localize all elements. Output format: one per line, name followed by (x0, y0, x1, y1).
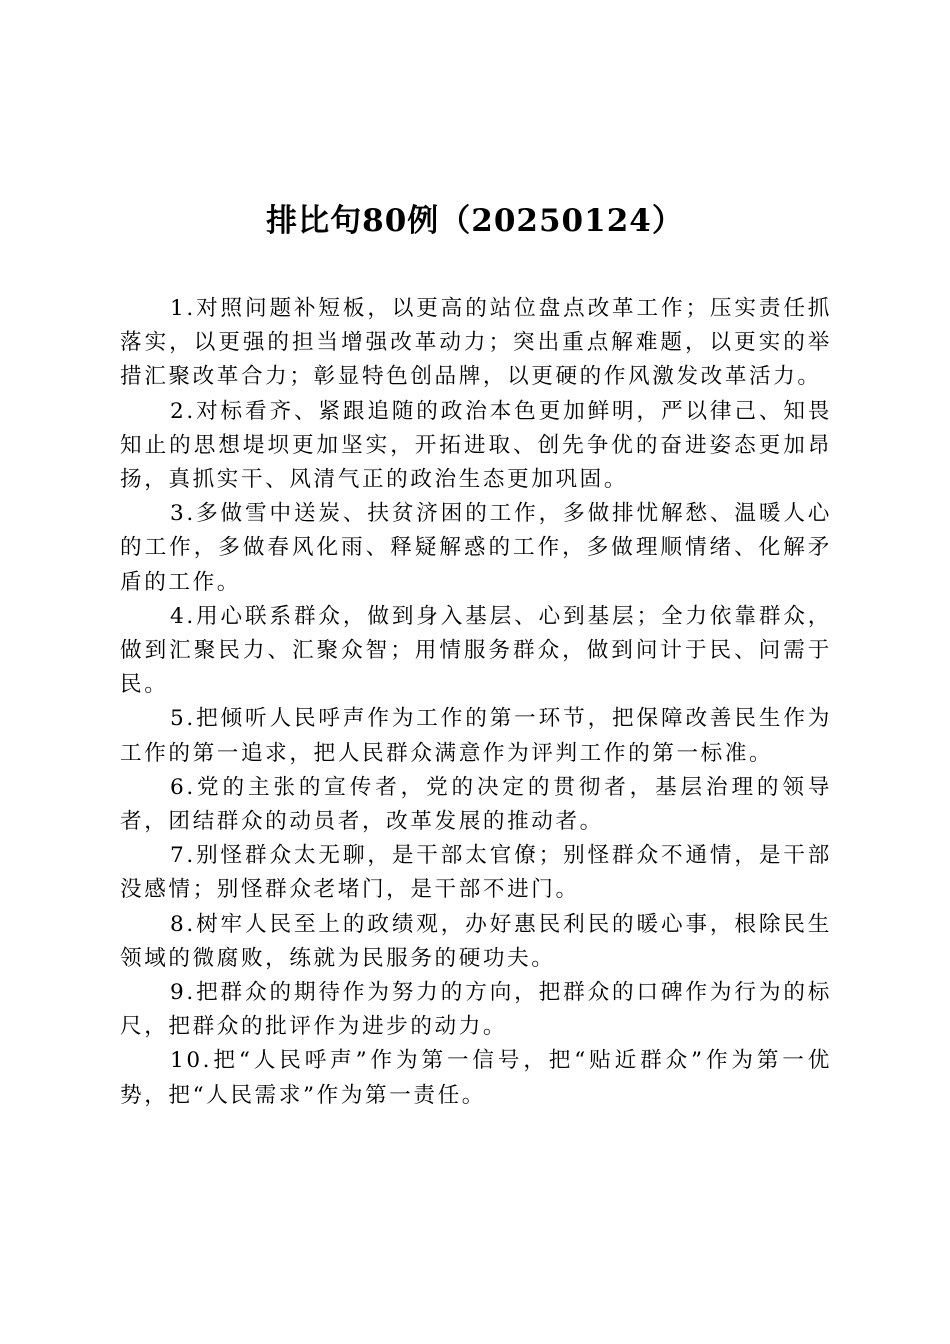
paragraph-9: 9.把群众的期待作为努力的方向，把群众的口碑作为行为的标尺，把群众的批评作为进步的动力。 (120, 980, 832, 1040)
paragraph-10: 10.把“人民呼声”作为第一信号，把“贴近群众”作为第一优势，把“人民需求”作为第一责任。 (120, 1048, 832, 1108)
paragraph-5: 5.把倾听人民呼声作为工作的第一环节，把保障改善民生作为工作的第一追求，把人民群众满意作为评判工作的第一标准。 (120, 706, 832, 766)
paragraph-2: 2.对标看齐、紧跟追随的政治本色更加鲜明，严以律己、知畏知止的思想堤坝更加坚实，开拓进取、创先争优的奋进姿态更加昂扬，真抓实干、风清气正的政治生态更加巩固。 (120, 398, 832, 493)
document-body (120, 292, 832, 1113)
paragraph-6: 6.党的主张的宣传者，党的决定的贯彻者，基层治理的领导者，团结群众的动员者，改革发展的推动者。 (120, 774, 832, 835)
paragraph-8: 8.树牢人民至上的政绩观，办好惠民利民的暖心事，根除民生领域的微腐败，练就为民服务的硬功夫。 (120, 911, 832, 971)
paragraph-1: 1.对照问题补短板，以更高的站位盘点改革工作；压实责任抓落实，以更强的担当增强改革动力；突出重点解难题，以更实的举措汇聚改革合力；彰显特色创品牌，以更硬的作风激发改革活力。 (120, 296, 832, 390)
document-title: 排比句80例（20250124） (266, 203, 684, 239)
paragraph-4: 4.用心联系群众，做到身入基层、心到基层；全力依靠群众，做到汇聚民力、汇聚众智；用情服务群众，做到问计于民、问需于民。 (120, 603, 832, 698)
paragraph-7: 7.别怪群众太无聊，是干部太官僚；别怪群众不通情，是干部没感情；别怪群众老堵门，是干部不进门。 (120, 843, 832, 903)
paragraph-3: 3.多做雪中送炭、扶贫济困的工作，多做排忧解愁、温暖人心的工作，多做春风化雨、释疑解惑的工作，多做理顺情绪、化解矛盾的工作。 (120, 501, 832, 595)
